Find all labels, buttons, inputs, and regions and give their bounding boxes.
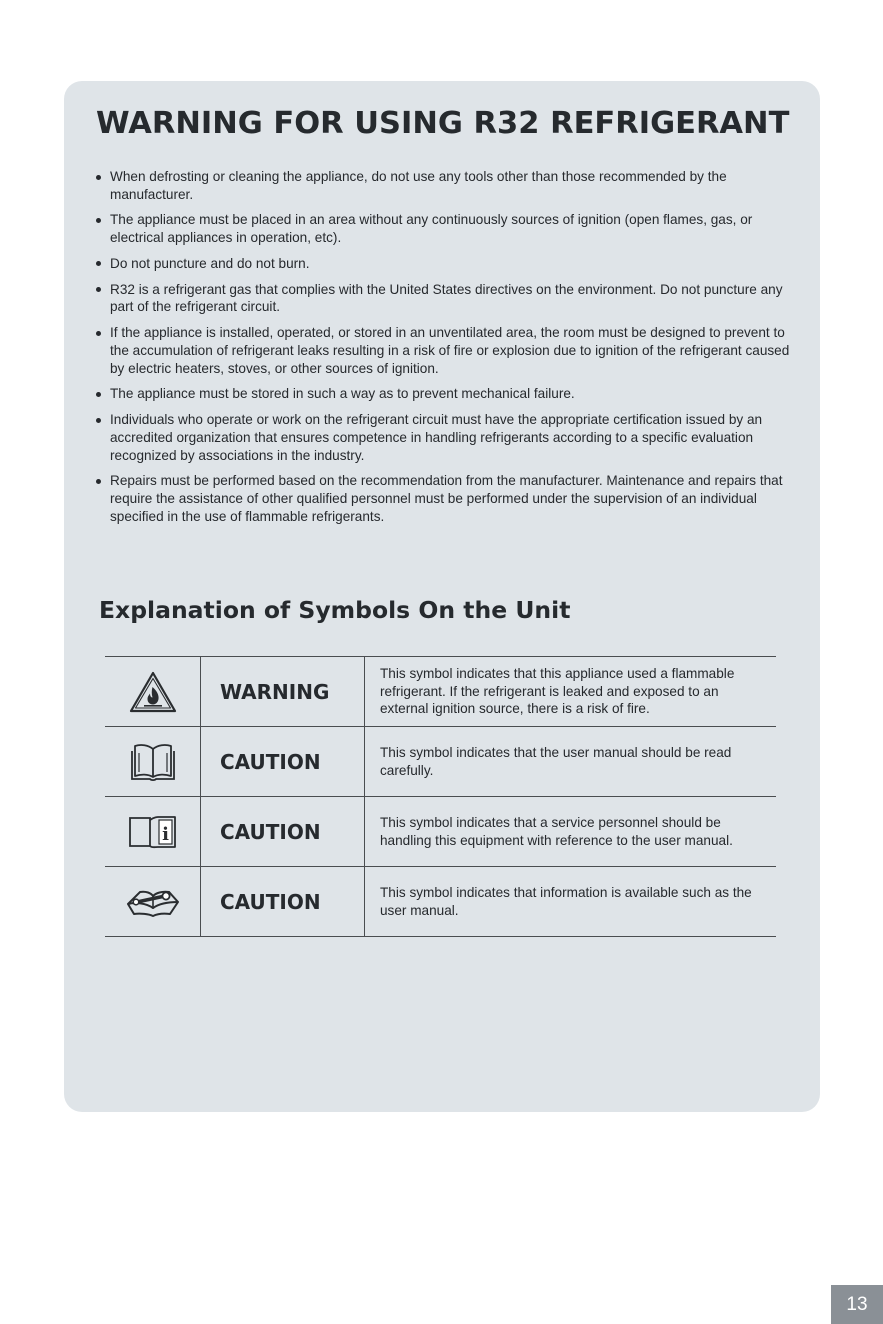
warning-item [95,281,795,316]
symbol-description: This symbol indicates that information is available such as the user manual. [365,867,777,937]
warning-item-text: Individuals who operate or work on the refrigerant circuit must have the appropriate certification issued by an accredited organization that ensures competence in handling refrigerants according to a specific evaluation recognized by associations in the industry. [110,412,763,463]
read-manual-icon [129,739,177,785]
bullet-icon [96,479,101,484]
symbol-description: This symbol indicates that a service personnel should be handling this equipment with reference to the user manual. [365,797,777,867]
service-manual-icon [126,887,180,917]
warning-item-text: The appliance must be placed in an area without any continuously sources of ignition (open flames, gas, or electrical appliances in operation, etc). [110,212,753,246]
symbol-icon-cell [105,727,201,797]
warning-item [95,385,795,403]
symbol-row [105,657,776,727]
warning-item [95,168,795,203]
warning-item [95,472,795,525]
symbol-icon-cell [105,657,201,727]
page-number: 13 [831,1285,883,1324]
warning-item [95,211,795,246]
symbol-label: WARNING [201,657,365,727]
bullet-icon [96,331,101,336]
symbol-label: CAUTION [201,867,365,937]
bullet-icon [96,418,101,423]
symbol-icon-cell [105,797,201,867]
symbols-table [105,656,776,937]
bullet-icon [96,261,101,266]
bullet-icon [96,175,101,180]
symbol-row [105,727,776,797]
symbol-label: CAUTION [201,797,365,867]
bullet-icon [96,392,101,397]
warning-item [95,255,795,273]
warning-title: WARNING FOR USING R32 REFRIGERANT [96,106,790,141]
symbol-icon-cell [105,867,201,937]
svg-text:i: i [161,823,169,845]
flammable-warning-icon [128,670,178,714]
warning-item-text: If the appliance is installed, operated, or stored in an unventilated area, the room must be designed to prevent to the accumulation of refrigerant leaks resulting in a risk of fire or explosion due to ignition of the refrigerant caused by electric heaters, stoves, or other sources of ignition. [110,325,790,376]
bullet-icon [96,218,101,223]
warning-item [95,324,795,377]
bullet-icon [96,287,101,292]
symbol-row [105,867,776,937]
manual-info-icon [128,814,178,850]
warning-item-text: When defrosting or cleaning the appliance, do not use any tools other than those recommended by the manufacturer. [110,169,727,202]
warning-item-text: Repairs must be performed based on the recommendation from the manufacturer. Maintenance and repairs that require the assistance of other qualified personnel must be performed under the supervision of an individual specified in the use of flammable refrigerants. [110,473,783,524]
symbol-description: This symbol indicates that this appliance used a flammable refrigerant. If the refrigerant is leaked and exposed to an external ignition source, there is a risk of fire. [365,657,777,727]
warning-item-text: The appliance must be stored in such a way as to prevent mechanical failure. [110,386,575,402]
symbol-description: This symbol indicates that the user manual should be read carefully. [365,727,777,797]
symbols-title: Explanation of Symbols On the Unit [99,596,571,624]
warning-item-text: R32 is a refrigerant gas that complies with the United States directives on the environment. Do not puncture any part of the refrigerant circuit. [110,281,783,315]
symbol-row [105,797,776,867]
warning-item [95,411,795,464]
symbol-label: CAUTION [201,727,365,797]
warning-item-text: Do not puncture and do not burn. [110,255,310,271]
warning-list [95,168,795,533]
